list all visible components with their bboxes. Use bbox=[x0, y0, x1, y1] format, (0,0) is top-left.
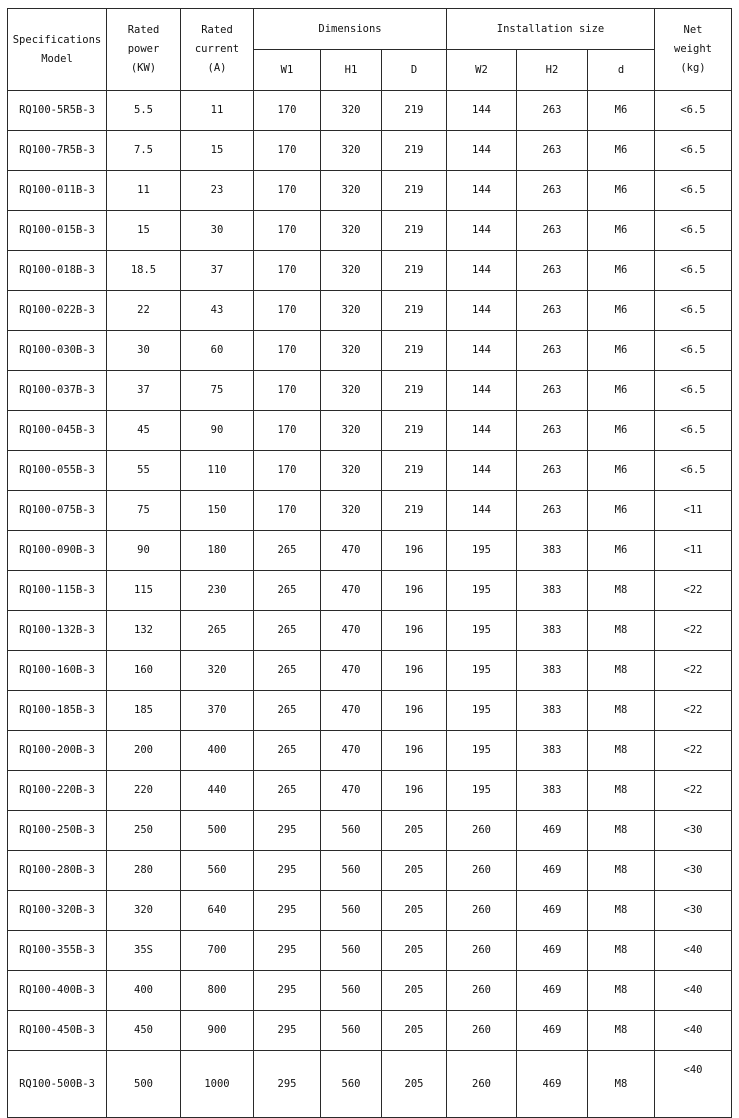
d-cell: 219 bbox=[382, 451, 447, 491]
net-weight-cell: <40 bbox=[655, 931, 732, 971]
net-weight-cell: <22 bbox=[655, 771, 732, 811]
h2-cell: 383 bbox=[517, 691, 588, 731]
h2-cell: 263 bbox=[517, 371, 588, 411]
rated-power-cell: 450 bbox=[107, 1011, 181, 1051]
rated-current-cell: 180 bbox=[181, 531, 254, 571]
w2-cell: 144 bbox=[447, 91, 517, 131]
d-cell: 205 bbox=[382, 1051, 447, 1118]
d-thread-cell: M6 bbox=[588, 331, 655, 371]
header-installation-size: Installation size bbox=[447, 9, 655, 50]
d-cell: 196 bbox=[382, 651, 447, 691]
d-cell: 196 bbox=[382, 611, 447, 651]
h1-cell: 320 bbox=[321, 331, 382, 371]
w1-cell: 170 bbox=[254, 491, 321, 531]
header-h2: H2 bbox=[517, 50, 588, 91]
net-weight-cell: <22 bbox=[655, 731, 732, 771]
w2-cell: 260 bbox=[447, 891, 517, 931]
rated-power-cell: 37 bbox=[107, 371, 181, 411]
model-cell: RQ100-037B-3 bbox=[8, 371, 107, 411]
net-weight-cell: <11 bbox=[655, 531, 732, 571]
h1-cell: 470 bbox=[321, 571, 382, 611]
d-thread-cell: M6 bbox=[588, 211, 655, 251]
h1-cell: 470 bbox=[321, 691, 382, 731]
rated-power-cell: 35S bbox=[107, 931, 181, 971]
model-cell: RQ100-450B-3 bbox=[8, 1011, 107, 1051]
rated-power-cell: 200 bbox=[107, 731, 181, 771]
net-weight-cell: <40 bbox=[655, 1051, 732, 1118]
net-weight-cell: <40 bbox=[655, 971, 732, 1011]
rated-current-cell: 150 bbox=[181, 491, 254, 531]
h2-cell: 383 bbox=[517, 771, 588, 811]
rated-current-cell: 11 bbox=[181, 91, 254, 131]
w1-cell: 295 bbox=[254, 931, 321, 971]
header-w1: W1 bbox=[254, 50, 321, 91]
table-row bbox=[8, 731, 732, 771]
d-thread-cell: M8 bbox=[588, 651, 655, 691]
model-cell: RQ100-022B-3 bbox=[8, 291, 107, 331]
h1-cell: 470 bbox=[321, 771, 382, 811]
table-row bbox=[8, 531, 732, 571]
w2-cell: 144 bbox=[447, 451, 517, 491]
w1-cell: 170 bbox=[254, 411, 321, 451]
h2-cell: 263 bbox=[517, 171, 588, 211]
rated-power-cell: 400 bbox=[107, 971, 181, 1011]
d-cell: 205 bbox=[382, 1011, 447, 1051]
table-row bbox=[8, 291, 732, 331]
model-cell: RQ100-090B-3 bbox=[8, 531, 107, 571]
h2-cell: 263 bbox=[517, 331, 588, 371]
model-cell: RQ100-220B-3 bbox=[8, 771, 107, 811]
rated-current-cell: 700 bbox=[181, 931, 254, 971]
rated-current-cell: 60 bbox=[181, 331, 254, 371]
h2-cell: 383 bbox=[517, 571, 588, 611]
table-row bbox=[8, 451, 732, 491]
w2-cell: 260 bbox=[447, 971, 517, 1011]
rated-current-cell: 43 bbox=[181, 291, 254, 331]
rated-current-cell: 320 bbox=[181, 651, 254, 691]
table-row bbox=[8, 851, 732, 891]
d-thread-cell: M6 bbox=[588, 531, 655, 571]
header-h1: H1 bbox=[321, 50, 382, 91]
net-weight-cell: <6.5 bbox=[655, 451, 732, 491]
model-cell: RQ100-280B-3 bbox=[8, 851, 107, 891]
d-cell: 219 bbox=[382, 291, 447, 331]
rated-power-cell: 280 bbox=[107, 851, 181, 891]
model-cell: RQ100-355B-3 bbox=[8, 931, 107, 971]
w2-cell: 144 bbox=[447, 371, 517, 411]
rated-power-cell: 11 bbox=[107, 171, 181, 211]
h2-cell: 469 bbox=[517, 971, 588, 1011]
rated-current-cell: 900 bbox=[181, 1011, 254, 1051]
d-cell: 219 bbox=[382, 131, 447, 171]
model-cell: RQ100-400B-3 bbox=[8, 971, 107, 1011]
d-thread-cell: M6 bbox=[588, 91, 655, 131]
h1-cell: 470 bbox=[321, 731, 382, 771]
w2-cell: 195 bbox=[447, 771, 517, 811]
w2-cell: 144 bbox=[447, 131, 517, 171]
w2-cell: 144 bbox=[447, 411, 517, 451]
d-cell: 205 bbox=[382, 811, 447, 851]
h2-cell: 383 bbox=[517, 731, 588, 771]
table-row bbox=[8, 411, 732, 451]
net-weight-cell: <6.5 bbox=[655, 251, 732, 291]
rated-current-cell: 90 bbox=[181, 411, 254, 451]
table-row bbox=[8, 1011, 732, 1051]
d-thread-cell: M8 bbox=[588, 611, 655, 651]
net-weight-cell: <22 bbox=[655, 691, 732, 731]
h1-cell: 320 bbox=[321, 91, 382, 131]
rated-power-cell: 45 bbox=[107, 411, 181, 451]
net-weight-cell: <22 bbox=[655, 611, 732, 651]
d-cell: 196 bbox=[382, 571, 447, 611]
table-row bbox=[8, 131, 732, 171]
w1-cell: 170 bbox=[254, 171, 321, 211]
w1-cell: 170 bbox=[254, 251, 321, 291]
d-cell: 205 bbox=[382, 891, 447, 931]
w2-cell: 195 bbox=[447, 531, 517, 571]
d-thread-cell: M8 bbox=[588, 691, 655, 731]
header-d-thread: d bbox=[588, 50, 655, 91]
h1-cell: 320 bbox=[321, 131, 382, 171]
h2-cell: 263 bbox=[517, 411, 588, 451]
d-cell: 196 bbox=[382, 731, 447, 771]
rated-power-cell: 500 bbox=[107, 1051, 181, 1118]
w1-cell: 170 bbox=[254, 131, 321, 171]
rated-current-cell: 440 bbox=[181, 771, 254, 811]
table-header bbox=[8, 9, 732, 91]
table-row bbox=[8, 171, 732, 211]
d-thread-cell: M8 bbox=[588, 971, 655, 1011]
h1-cell: 320 bbox=[321, 371, 382, 411]
h1-cell: 470 bbox=[321, 531, 382, 571]
net-weight-cell: <6.5 bbox=[655, 211, 732, 251]
h2-cell: 469 bbox=[517, 931, 588, 971]
d-cell: 219 bbox=[382, 371, 447, 411]
net-weight-cell: <30 bbox=[655, 811, 732, 851]
h1-cell: 560 bbox=[321, 891, 382, 931]
net-weight-cell: <22 bbox=[655, 571, 732, 611]
h1-cell: 470 bbox=[321, 611, 382, 651]
d-cell: 219 bbox=[382, 211, 447, 251]
rated-power-cell: 132 bbox=[107, 611, 181, 651]
d-cell: 196 bbox=[382, 531, 447, 571]
d-cell: 196 bbox=[382, 691, 447, 731]
net-weight-cell: <30 bbox=[655, 891, 732, 931]
d-thread-cell: M8 bbox=[588, 811, 655, 851]
w2-cell: 260 bbox=[447, 931, 517, 971]
w2-cell: 195 bbox=[447, 611, 517, 651]
h1-cell: 560 bbox=[321, 1011, 382, 1051]
net-weight-cell: <6.5 bbox=[655, 371, 732, 411]
d-cell: 219 bbox=[382, 251, 447, 291]
w1-cell: 170 bbox=[254, 331, 321, 371]
model-cell: RQ100-030B-3 bbox=[8, 331, 107, 371]
specifications-table bbox=[7, 8, 732, 1118]
w1-cell: 170 bbox=[254, 371, 321, 411]
rated-current-cell: 23 bbox=[181, 171, 254, 211]
w2-cell: 144 bbox=[447, 331, 517, 371]
rated-power-cell: 18.5 bbox=[107, 251, 181, 291]
w1-cell: 170 bbox=[254, 211, 321, 251]
model-cell: RQ100-320B-3 bbox=[8, 891, 107, 931]
h1-cell: 320 bbox=[321, 211, 382, 251]
model-cell: RQ100-015B-3 bbox=[8, 211, 107, 251]
rated-current-cell: 400 bbox=[181, 731, 254, 771]
w2-cell: 195 bbox=[447, 731, 517, 771]
w1-cell: 295 bbox=[254, 1051, 321, 1118]
table-row bbox=[8, 371, 732, 411]
h2-cell: 263 bbox=[517, 211, 588, 251]
table-row bbox=[8, 691, 732, 731]
h1-cell: 320 bbox=[321, 291, 382, 331]
w1-cell: 265 bbox=[254, 611, 321, 651]
h2-cell: 263 bbox=[517, 291, 588, 331]
rated-current-cell: 500 bbox=[181, 811, 254, 851]
h2-cell: 383 bbox=[517, 611, 588, 651]
rated-current-cell: 110 bbox=[181, 451, 254, 491]
rated-current-cell: 1000 bbox=[181, 1051, 254, 1118]
w1-cell: 295 bbox=[254, 891, 321, 931]
table-row bbox=[8, 571, 732, 611]
h2-cell: 263 bbox=[517, 131, 588, 171]
d-cell: 205 bbox=[382, 931, 447, 971]
model-cell: RQ100-055B-3 bbox=[8, 451, 107, 491]
h1-cell: 560 bbox=[321, 851, 382, 891]
w1-cell: 265 bbox=[254, 651, 321, 691]
d-thread-cell: M8 bbox=[588, 851, 655, 891]
model-cell: RQ100-200B-3 bbox=[8, 731, 107, 771]
h2-cell: 469 bbox=[517, 891, 588, 931]
net-weight-cell: <6.5 bbox=[655, 131, 732, 171]
w2-cell: 144 bbox=[447, 211, 517, 251]
rated-power-cell: 250 bbox=[107, 811, 181, 851]
d-thread-cell: M8 bbox=[588, 731, 655, 771]
w2-cell: 260 bbox=[447, 1011, 517, 1051]
model-cell: RQ100-075B-3 bbox=[8, 491, 107, 531]
rated-current-cell: 800 bbox=[181, 971, 254, 1011]
d-cell: 219 bbox=[382, 171, 447, 211]
rated-power-cell: 115 bbox=[107, 571, 181, 611]
rated-power-cell: 5.5 bbox=[107, 91, 181, 131]
rated-current-cell: 15 bbox=[181, 131, 254, 171]
table-row bbox=[8, 1051, 732, 1118]
rated-current-cell: 75 bbox=[181, 371, 254, 411]
header-w2: W2 bbox=[447, 50, 517, 91]
rated-power-cell: 30 bbox=[107, 331, 181, 371]
d-thread-cell: M8 bbox=[588, 1011, 655, 1051]
w2-cell: 260 bbox=[447, 811, 517, 851]
rated-current-cell: 265 bbox=[181, 611, 254, 651]
rated-power-cell: 7.5 bbox=[107, 131, 181, 171]
w1-cell: 295 bbox=[254, 971, 321, 1011]
rated-power-cell: 75 bbox=[107, 491, 181, 531]
d-thread-cell: M8 bbox=[588, 571, 655, 611]
w2-cell: 144 bbox=[447, 171, 517, 211]
w1-cell: 265 bbox=[254, 771, 321, 811]
rated-power-cell: 22 bbox=[107, 291, 181, 331]
table-body bbox=[8, 91, 732, 1118]
rated-power-cell: 90 bbox=[107, 531, 181, 571]
w2-cell: 144 bbox=[447, 491, 517, 531]
model-cell: RQ100-250B-3 bbox=[8, 811, 107, 851]
h1-cell: 320 bbox=[321, 171, 382, 211]
d-thread-cell: M6 bbox=[588, 171, 655, 211]
model-cell: RQ100-018B-3 bbox=[8, 251, 107, 291]
model-cell: RQ100-045B-3 bbox=[8, 411, 107, 451]
model-cell: RQ100-7R5B-3 bbox=[8, 131, 107, 171]
table-row bbox=[8, 811, 732, 851]
table-row bbox=[8, 771, 732, 811]
h2-cell: 263 bbox=[517, 251, 588, 291]
net-weight-cell: <6.5 bbox=[655, 291, 732, 331]
w1-cell: 265 bbox=[254, 691, 321, 731]
h1-cell: 320 bbox=[321, 251, 382, 291]
w2-cell: 195 bbox=[447, 691, 517, 731]
d-cell: 219 bbox=[382, 331, 447, 371]
d-cell: 219 bbox=[382, 411, 447, 451]
w1-cell: 170 bbox=[254, 91, 321, 131]
table-row bbox=[8, 931, 732, 971]
w1-cell: 295 bbox=[254, 851, 321, 891]
rated-power-cell: 15 bbox=[107, 211, 181, 251]
net-weight-cell: <6.5 bbox=[655, 331, 732, 371]
w1-cell: 170 bbox=[254, 291, 321, 331]
model-cell: RQ100-160B-3 bbox=[8, 651, 107, 691]
d-thread-cell: M6 bbox=[588, 371, 655, 411]
table-row bbox=[8, 251, 732, 291]
w2-cell: 144 bbox=[447, 291, 517, 331]
net-weight-cell: <6.5 bbox=[655, 91, 732, 131]
model-cell: RQ100-185B-3 bbox=[8, 691, 107, 731]
net-weight-cell: <6.5 bbox=[655, 411, 732, 451]
d-thread-cell: M8 bbox=[588, 931, 655, 971]
rated-power-cell: 185 bbox=[107, 691, 181, 731]
d-thread-cell: M6 bbox=[588, 131, 655, 171]
d-cell: 205 bbox=[382, 971, 447, 1011]
table-row bbox=[8, 891, 732, 931]
rated-current-cell: 37 bbox=[181, 251, 254, 291]
table-row bbox=[8, 491, 732, 531]
w1-cell: 170 bbox=[254, 451, 321, 491]
d-thread-cell: M6 bbox=[588, 451, 655, 491]
model-cell: RQ100-132B-3 bbox=[8, 611, 107, 651]
h2-cell: 263 bbox=[517, 91, 588, 131]
d-cell: 205 bbox=[382, 851, 447, 891]
header-dimensions: Dimensions bbox=[254, 9, 447, 50]
d-thread-cell: M6 bbox=[588, 491, 655, 531]
h1-cell: 560 bbox=[321, 931, 382, 971]
table-row bbox=[8, 971, 732, 1011]
rated-current-cell: 30 bbox=[181, 211, 254, 251]
model-cell: RQ100-5R5B-3 bbox=[8, 91, 107, 131]
table-row bbox=[8, 651, 732, 691]
h2-cell: 469 bbox=[517, 1011, 588, 1051]
h1-cell: 320 bbox=[321, 491, 382, 531]
w1-cell: 265 bbox=[254, 531, 321, 571]
rated-current-cell: 370 bbox=[181, 691, 254, 731]
header-rated-current: Rated current (A) bbox=[181, 9, 254, 91]
h1-cell: 320 bbox=[321, 411, 382, 451]
w1-cell: 265 bbox=[254, 571, 321, 611]
d-thread-cell: M6 bbox=[588, 291, 655, 331]
d-thread-cell: M8 bbox=[588, 1051, 655, 1118]
d-thread-cell: M6 bbox=[588, 251, 655, 291]
rated-power-cell: 320 bbox=[107, 891, 181, 931]
h2-cell: 469 bbox=[517, 851, 588, 891]
table-row bbox=[8, 611, 732, 651]
rated-current-cell: 560 bbox=[181, 851, 254, 891]
d-thread-cell: M8 bbox=[588, 771, 655, 811]
net-weight-cell: <22 bbox=[655, 651, 732, 691]
h2-cell: 263 bbox=[517, 451, 588, 491]
net-weight-cell: <30 bbox=[655, 851, 732, 891]
h1-cell: 470 bbox=[321, 651, 382, 691]
rated-power-cell: 55 bbox=[107, 451, 181, 491]
w2-cell: 195 bbox=[447, 651, 517, 691]
w2-cell: 260 bbox=[447, 1051, 517, 1118]
h2-cell: 383 bbox=[517, 531, 588, 571]
d-cell: 219 bbox=[382, 491, 447, 531]
header-rated-power: Rated power (KW) bbox=[107, 9, 181, 91]
header-d: D bbox=[382, 50, 447, 91]
table-row bbox=[8, 211, 732, 251]
h2-cell: 469 bbox=[517, 1051, 588, 1118]
d-cell: 219 bbox=[382, 91, 447, 131]
w1-cell: 295 bbox=[254, 811, 321, 851]
h1-cell: 320 bbox=[321, 451, 382, 491]
header-net-weight: Net weight (kg) bbox=[655, 9, 732, 91]
net-weight-cell: <40 bbox=[655, 1011, 732, 1051]
model-cell: RQ100-115B-3 bbox=[8, 571, 107, 611]
header-model: Specifications Model bbox=[8, 9, 107, 91]
net-weight-cell: <11 bbox=[655, 491, 732, 531]
h1-cell: 560 bbox=[321, 971, 382, 1011]
w1-cell: 295 bbox=[254, 1011, 321, 1051]
d-thread-cell: M8 bbox=[588, 891, 655, 931]
model-cell: RQ100-500B-3 bbox=[8, 1051, 107, 1118]
rated-current-cell: 230 bbox=[181, 571, 254, 611]
rated-power-cell: 220 bbox=[107, 771, 181, 811]
h2-cell: 469 bbox=[517, 811, 588, 851]
table-row bbox=[8, 331, 732, 371]
h2-cell: 383 bbox=[517, 651, 588, 691]
w2-cell: 195 bbox=[447, 571, 517, 611]
w2-cell: 260 bbox=[447, 851, 517, 891]
d-cell: 196 bbox=[382, 771, 447, 811]
d-thread-cell: M6 bbox=[588, 411, 655, 451]
table-row bbox=[8, 91, 732, 131]
net-weight-cell: <6.5 bbox=[655, 171, 732, 211]
w1-cell: 265 bbox=[254, 731, 321, 771]
rated-power-cell: 160 bbox=[107, 651, 181, 691]
h1-cell: 560 bbox=[321, 1051, 382, 1118]
w2-cell: 144 bbox=[447, 251, 517, 291]
h1-cell: 560 bbox=[321, 811, 382, 851]
model-cell: RQ100-011B-3 bbox=[8, 171, 107, 211]
h2-cell: 263 bbox=[517, 491, 588, 531]
rated-current-cell: 640 bbox=[181, 891, 254, 931]
